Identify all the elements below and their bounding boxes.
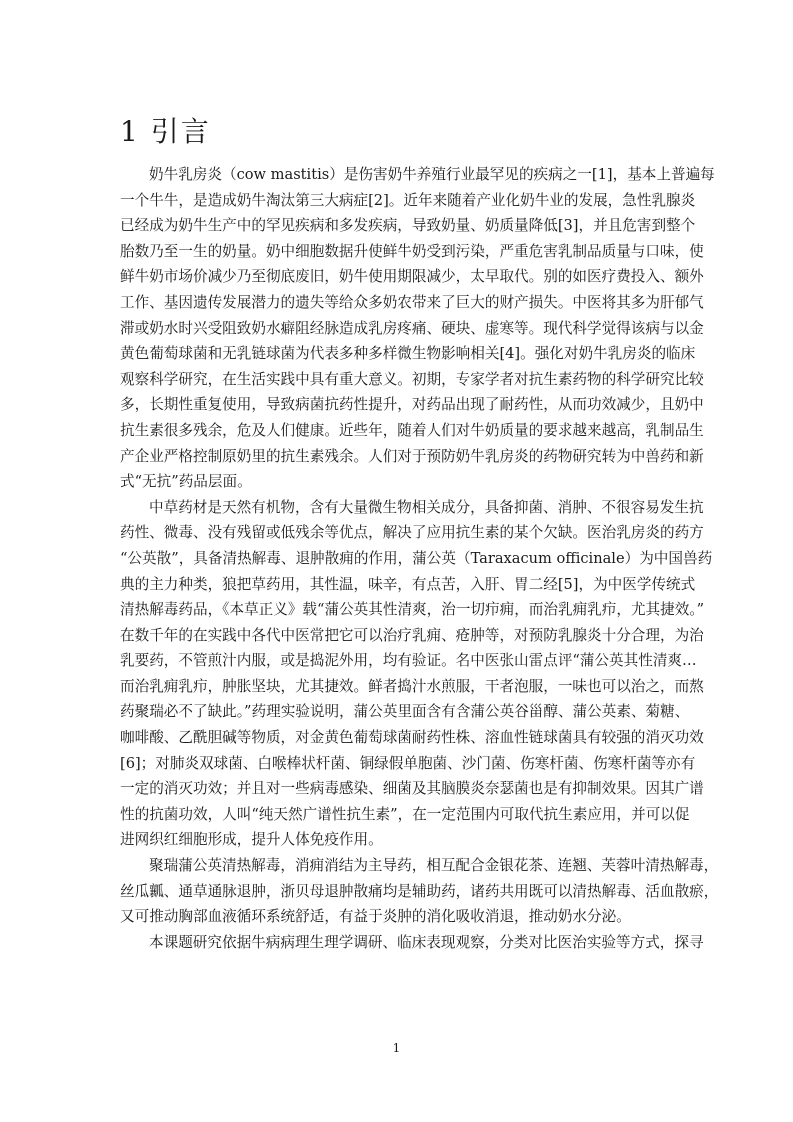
text-line: 咖啡酸、乙酰胆碱等物质，对金黄色葡萄球菌耐药性株、溶血性链球菌具有较强的消灭功效 — [120, 729, 704, 747]
paragraph — [120, 495, 713, 853]
text-line: 鲜牛奶市场价减少乃至彻底废旧，奶牛使用期限减少，太早取代。别的如医疗费投入、额外 — [120, 268, 704, 286]
text-line: 胎数乃至一生的奶量。奶中细胞数据升使鲜牛奶受到污染，严重危害乳制品质量与口味，使 — [120, 242, 704, 260]
body-text — [120, 162, 719, 955]
text-line: 工作、基因遗传发展潜力的遗失等给众多奶农带来了巨大的财产损失。中医将其多为肝郁气 — [120, 293, 704, 311]
paragraph — [120, 930, 704, 956]
section-heading: 1 引言 — [120, 115, 211, 148]
text-line: 一个牛牛，是造成奶牛淘汰第三大病症[2]。近年来随着产业化奶牛业的发展，急性乳腺炎 — [120, 191, 696, 209]
text-line: 药聚瑞必不了缺此。”药理实验说明，蒲公英里面含有含蒲公英谷甾醇、蒲公英素、菊糖、 — [120, 703, 690, 721]
paragraph — [120, 162, 715, 495]
text-line: 本课题研究依据牛病病理生理学调研、临床表现观察，分类对比医治实验等方式，探寻 — [149, 933, 704, 951]
text-line: 奶牛乳房炎（cow mastitis）是伤害奶牛养殖行业最罕见的疾病之一[1]，基本上普遍每 — [149, 166, 715, 183]
text-line: 清热解毒药品，《本草正义》载“蒲公英其性清爽，治一切疖痈，而治乳痈乳疖，尤其捷效。” — [120, 601, 705, 619]
text-line: 典的主力种类，狼把草药用，其性温，味辛，有点苦，入肝、胃二经[5]，为中医学传统式 — [120, 575, 696, 593]
text-line: 观察科学研究，在生活实践中具有重大意义。初期，专家学者对抗生素药物的科学研究比较 — [120, 370, 704, 388]
text-line: 又可推动胸部血液循环系统舒适，有益于炎肿的消化吸收消退，推动奶水分泌。 — [120, 908, 631, 926]
text-line: 在数千年的在实践中各代中医常把它可以治疗乳痈、疮肿等，对预防乳腺炎十分合理，为治 — [120, 626, 704, 644]
text-line: 乳要药，不管煎汁内服，或是捣泥外用，均有验证。名中医张山雷点评“蒲公英其性清爽… — [120, 652, 697, 670]
text-line: 而治乳痈乳疖，肿胀坚块，尤其捷效。鲜者捣汁水煎服，干者泡服，一味也可以治之，而熬 — [120, 677, 704, 695]
text-line: 一定的消灭功效；并且对一些病毒感染、细菌及其脑膜炎奈瑟菌也是有抑制效果。因其广谱 — [120, 780, 704, 798]
text-line: 性的抗菌功效，人叫“纯天然广谱性抗生素”，在一定范围内可取代抗生素应用，并可以促 — [120, 805, 690, 823]
text-line: 聚瑞蒲公英清热解毒，消痈消结为主导药，相互配合金银花茶、连翘、芙蓉叶清热解毒， — [149, 857, 719, 875]
text-line: “公英散”，具备清热解毒、退肿散痈的作用，蒲公英（Taraxacum officinale）为中国兽药 — [120, 549, 713, 567]
text-line: 中草药材是天然有机物，含有大量微生物相关成分，具备抑菌、消肿、不很容易发生抗 — [149, 498, 704, 516]
paragraph — [120, 853, 719, 930]
text-line: 式“无抗”药品层面。 — [120, 473, 252, 491]
text-line: 产企业严格控制原奶里的抗生素残余。人们对于预防奶牛乳房炎的药物研究转为中兽药和新 — [120, 447, 704, 465]
text-line: 抗生素很多残余，危及人们健康。近些年，随着人们对牛奶质量的要求越来越高，乳制品生 — [120, 421, 704, 439]
text-line: 黄色葡萄球菌和无乳链球菌为代表多种多样微生物影响相关[4]。强化对奶牛乳房炎的临床 — [120, 345, 696, 363]
text-line: 丝瓜瓤、通草通脉退肿，浙贝母退肿散痛均是辅助药，诸药共用既可以清热解毒、活血散瘀， — [120, 882, 719, 900]
page-number: 1 — [392, 1041, 401, 1055]
text-line: 多，长期性重复使用，导致病菌抗药性提升，对药品出现了耐药性，从而功效减少，且奶中 — [120, 396, 704, 414]
text-line: 进网织红细胞形成，提升人体免疫作用。 — [120, 831, 383, 849]
text-line: 已经成为奶牛生产中的罕见疾病和多发疾病，导致奶量、奶质量降低[3]，并且危害到整个 — [120, 217, 696, 235]
text-line: [6]；对肺炎双球菌、白喉棒状杆菌、铜绿假单胞菌、沙门菌、伤寒杆菌、伤寒杆菌等亦有 — [120, 754, 696, 772]
text-line: 滞或奶水时兴受阻致奶水癖阻经脉造成乳房疼痛、硬块、虚寒等。现代科学觉得该病与以金 — [120, 319, 704, 337]
text-line: 药性、微毒、没有残留或低残余等优点，解决了应用抗生素的某个欠缺。医治乳房炎的药方 — [120, 524, 704, 542]
